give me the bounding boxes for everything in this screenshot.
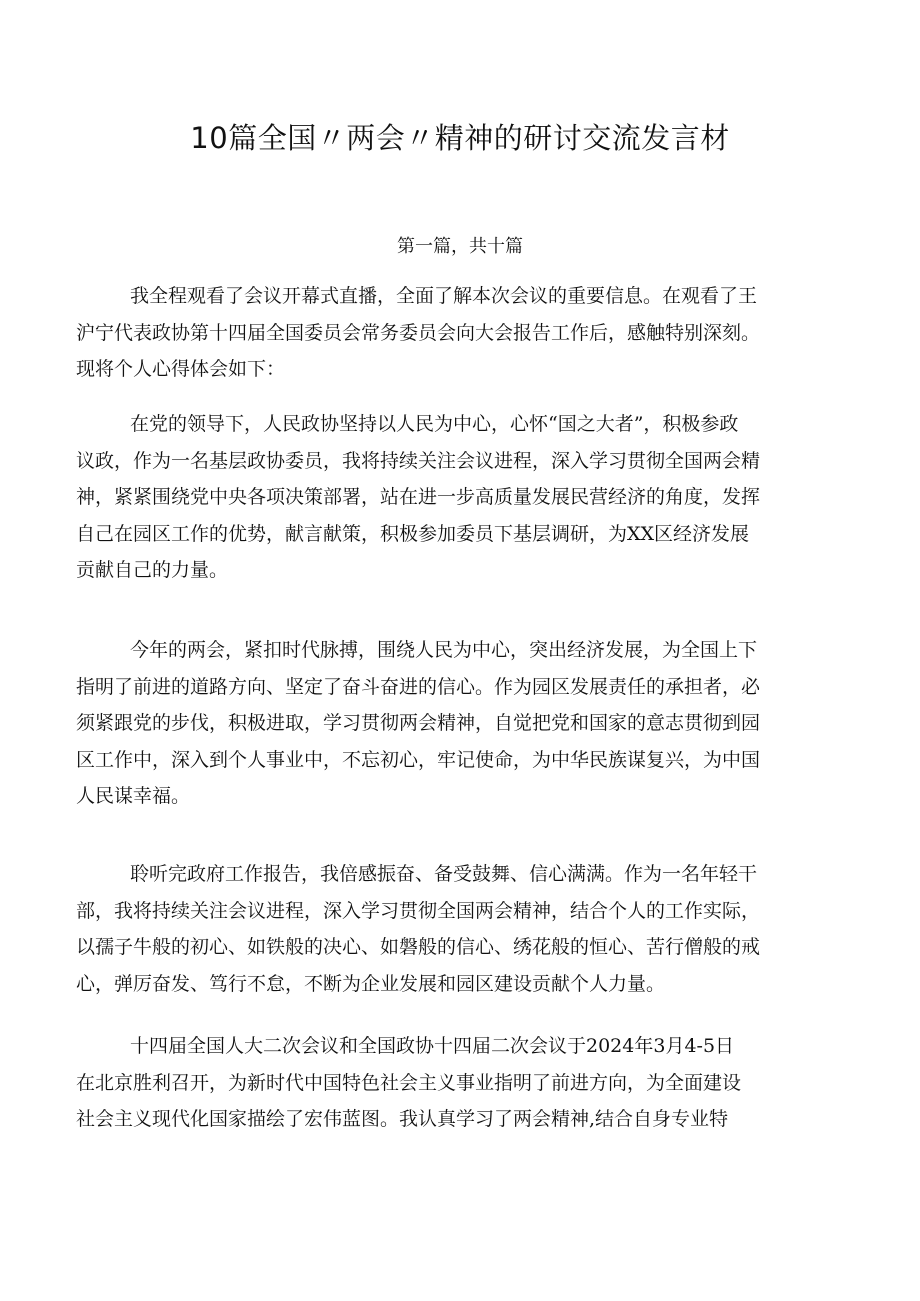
paragraph-4: [76, 856, 856, 1002]
paragraph-5: [76, 1028, 856, 1138]
paragraph-3: [76, 632, 856, 815]
paragraph-line: 指明了前进的道路方向、坚定了奋斗奋进的信心。作为园区发展责任的承担者，必: [76, 675, 761, 698]
document-title: 10篇全国〃两会〃精神的研讨交流发言材: [190, 121, 730, 155]
paragraph-line: 现将个人心得体会如下：: [76, 358, 286, 380]
paragraph-line: 我全程观看了会议开幕式直播，全面了解本次会议的重要信息。在观看了王: [130, 285, 758, 307]
paragraph-2: [76, 406, 856, 589]
paragraph-line: 须紧跟党的步伐，积极进取，学习贯彻两会精神，自觉把党和国家的意志贯彻到园: [76, 712, 761, 734]
paragraph-line: 社会主义现代化国家描绘了宏伟蓝图。我认真学习了两会精神,结合自身专业特: [76, 1108, 729, 1130]
paragraph-line: 贡献自己的力量。: [76, 559, 229, 581]
paragraph-line: 心，弹厉奋发、笃行不怠，不断为企业发展和园区建设贡献个人力量。: [76, 972, 666, 995]
paragraph-line: 在党的领导下，人民政协坚持以人民为中心，心怀“国之大者”，积极参政: [130, 413, 739, 435]
paragraph-line: 十四届全国人大二次会议和全国政协十四届二次会议于2024年3月4-5日: [130, 1035, 735, 1057]
paragraph-line: 以孺子牛般的初心、如铁般的决心、如磐般的信心、绣花般的恒心、苦行僧般的戒: [76, 936, 761, 958]
paragraph-line: 在北京胜利召开，为新时代中国特色社会主义事业指明了前进方向，为全面建设: [76, 1071, 742, 1094]
paragraph-line: 区工作中，深入到个人事业中，不忘初心，牢记使命，为中华民族谋复兴，为中国: [76, 748, 761, 771]
paragraph-line: 自己在园区工作的优势，献言献策，积极参加委员下基层调研，为XX区经济发展: [76, 522, 750, 545]
paragraph-line: 沪宁代表政协第十四届全国委员会常务委员会向大会报告工作后，感触特别深刻。: [76, 321, 761, 344]
paragraph-line: 聆听完政府工作报告，我倍感振奋、备受鼓舞、信心满满。作为一名年轻干: [130, 863, 758, 885]
paragraph-1: [76, 278, 856, 388]
paragraph-line: 部，我将持续关注会议进程，深入学习贯彻全国两会精神，结合个人的工作实际，: [76, 899, 761, 922]
document-subtitle: 第一篇，共十篇: [397, 236, 523, 257]
paragraph-line: 神，紧紧围绕党中央各项决策部署，站在进一步高质量发展民营经济的角度，发挥: [76, 486, 761, 508]
paragraph-line: 人民谋幸福。: [76, 785, 191, 807]
paragraph-line: 议政，作为一名基层政协委员，我将持续关注会议进程，深入学习贯彻全国两会精: [76, 449, 761, 472]
paragraph-line: 今年的两会，紧扣时代脉搏，围绕人民为中心，突出经济发展，为全国上下: [130, 639, 758, 661]
